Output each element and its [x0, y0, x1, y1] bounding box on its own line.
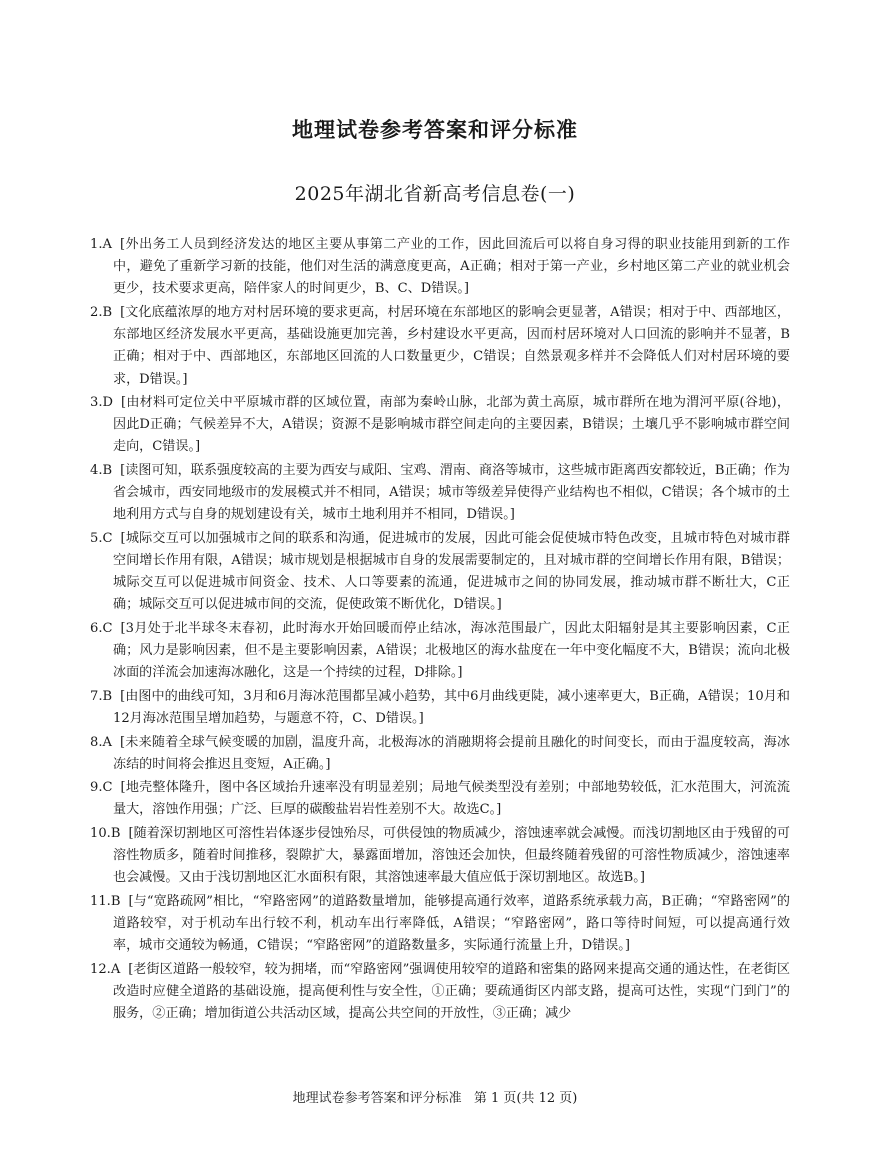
answer-explanation: [读图可知，联系强度较高的主要为西安与咸阳、宝鸡、渭南、商洛等城市，这些城市距离西安都较近，B正确；作为省会城市，西安同地级市的发展模式并不相同，A错误；城市等级差异使得产业结构也不相似，C错误；各个城市的土地利用方式与自身的规划建设有关，城市土地利用并不相同，D错误。]	[113, 462, 790, 523]
question-number: 12.	[90, 961, 111, 977]
answer-explanation: [文化底蕴浓厚的地方对村居环境的要求更高，村居环境在东部地区的影响会更显著，A错误；相对于中、西部地区，东部地区经济发展水平更高，基础设施更加完善，乡村建设水平更高，因而村居环境对人口回流的影响并不显著，B正确；相对于中、西部地区，东部地区回流的人口数量更少，C错误；自然景观多样并不会降低人们对村居环境的要求，D错误。]	[113, 304, 790, 387]
answer-item	[90, 234, 790, 301]
answer-letter: C	[102, 620, 113, 636]
answer-letter: B	[102, 688, 113, 704]
answer-explanation: [老街区道路一般较窄，较为拥堵，而“窄路密网”强调使用较窄的道路和密集的路网来提高交通的通达性，在老街区改造时应健全道路的基础设施，提高便利性与安全性，①正确；要疏通街区内部支路，提高可达性，实现“门到门”的服务，②正确；增加街道公共活动区域，提高公共空间的开放性，③正确；减少	[113, 961, 790, 1022]
answer-explanation: [3月处于北半球冬末春初，此时海水开始回暖而停止结冰，海冰范围最广，因此太阳辐射是其主要影响因素，C正确；风力是影响因素，但不是主要影响因素，A错误；北极地区的海水盐度在一年中变化幅度不大，B错误；流向北极冰面的洋流会加速海冰融化，这是一个持续的过程，D排除。]	[113, 620, 790, 681]
answer-item	[90, 528, 790, 617]
question-number: 2.	[90, 304, 103, 320]
footer-page-number: 第 1 页(共 12 页)	[473, 1091, 578, 1106]
answer-item-body	[90, 732, 790, 776]
answer-item-body	[90, 777, 790, 821]
answer-explanation: [由图中的曲线可知，3月和6月海冰范围都呈减小趋势，其中6月曲线更陡，减小速率更大，B正确，A错误；10月和12月海冰范围呈增加趋势，与题意不符，C、D错误。]	[113, 688, 790, 727]
answer-item-body	[90, 234, 790, 301]
answer-item	[90, 302, 790, 391]
answer-letter: C	[102, 530, 113, 546]
answer-item-body	[90, 302, 790, 391]
answer-explanation: [未来随着全球气候变暖的加剧，温度升高，北极海冰的消融期将会提前且融化的时间变长，而由于温度较高，海冰冻结的时间将会推迟且变短，A正确。]	[113, 734, 790, 772]
answer-item-body	[90, 460, 790, 527]
page-title: 地理试卷参考答案和评分标准	[292, 118, 578, 142]
answer-item-body	[90, 891, 790, 958]
answer-letter: D	[102, 395, 113, 411]
answer-item	[90, 460, 790, 527]
answer-explanation: [地壳整体隆升，图中各区域抬升速率没有明显差别；局地气候类型没有差别；中部地势较低，汇水范围大，河流流量大，溶蚀作用强；广泛、巨厚的碳酸盐岩岩性差别不大。故选C。]	[113, 780, 790, 818]
answer-item	[90, 823, 790, 890]
question-number: 5.	[90, 530, 103, 546]
answer-item	[90, 891, 790, 958]
answer-item-body	[90, 959, 790, 1026]
page-footer	[0, 1087, 870, 1106]
answer-item-body	[90, 823, 790, 890]
answer-item-body	[90, 528, 790, 617]
answer-item	[90, 686, 790, 730]
answer-letter: A	[102, 734, 112, 750]
answer-explanation: [由材料可定位关中平原城市群的区域位置，南部为秦岭山脉，北部为黄土高原，城市群所在地为渭河平原(谷地)，因此D正确；气候差异不大，A错误；资源不是影响城市群空间走向的主要因素，B错误；土壤几乎不影响城市群空间走向，C错误。]	[113, 395, 790, 455]
answer-item	[90, 732, 790, 776]
answer-letter: A	[110, 961, 121, 977]
answer-item	[90, 959, 790, 1026]
answer-explanation: [随着深切割地区可溶性岩体逐步侵蚀殆尽，可供侵蚀的物质减少，溶蚀速率就会减慢。而浅切割地区由于残留的可溶性物质多，随着时间推移，裂隙扩大，暴露面增加，溶蚀还会加快，但最终随着残留的可溶性物质减少，溶蚀速率也会减慢。又由于浅切割地区汇水面积有限，其溶蚀速率最大值应低于深切割地区。故选B。]	[113, 825, 790, 886]
question-number: 10.	[90, 825, 111, 841]
answer-item	[90, 618, 790, 685]
answer-explanation: [与“宽路疏网”相比，“窄路密网”的道路数量增加，能够提高通行效率，道路系统承载力高，B正确；“窄路密网”的道路较窄，对于机动车出行较不利，机动车出行率降低，A错误；“窄路密网”，路口等待时间短，可以提高通行效率，城市交通较为畅通，C错误；“窄路密网”的道路数量多，实际通行流量上升，D错误。]	[113, 893, 790, 954]
answer-letter: B	[110, 893, 121, 909]
answer-explanation: [外出务工人员到经济发达的地区主要从事第二产业的工作，因此回流后可以将自身习得的职业技能用到新的工作中，避免了重新学习新的技能，他们对生活的满意度更高，A正确；相对于第一产业，乡村地区第二产业的就业机会更少，技术要求更高，陪伴家人的时间更少，B、C、D错误。]	[113, 237, 790, 297]
question-number: 11.	[90, 893, 111, 909]
page-subtitle: 2025年湖北省新高考信息卷(一)	[294, 183, 576, 205]
question-number: 8.	[90, 734, 103, 750]
question-number: 9.	[90, 780, 103, 796]
answer-item-body	[90, 392, 790, 459]
question-number: 7.	[90, 688, 103, 704]
answer-letter: B	[102, 304, 113, 320]
question-number: 1.	[90, 237, 103, 252]
question-number: 3.	[90, 395, 103, 411]
question-number: 6.	[90, 620, 103, 636]
question-number: 4.	[90, 462, 103, 478]
answer-letter: C	[102, 780, 113, 796]
answer-item-body	[90, 686, 790, 730]
answer-letter: B	[102, 462, 113, 478]
footer-label: 地理试卷参考答案和评分标准	[292, 1091, 462, 1106]
answer-item	[90, 392, 790, 459]
answer-explanation: [城际交互可以加强城市之间的联系和沟通，促进城市的发展，因此可能会促使城市特色改变，且城市特色对城市群空间增长作用有限，A错误；城市规划是根据城市自身的发展需要制定的，且对城市群的空间增长作用有限，B错误；城际交互可以促进城市间资金、技术、人口等要素的流通，促进城市之间的协同发展，推动城市群不断壮大，C正确；城际交互可以促进城市间的交流，促使政策不断优化，D错误。]	[113, 530, 790, 613]
answer-item-body	[90, 618, 790, 685]
answer-list	[90, 234, 790, 1027]
answer-item	[90, 777, 790, 821]
answer-letter: A	[102, 237, 112, 252]
answer-letter: B	[110, 825, 121, 841]
